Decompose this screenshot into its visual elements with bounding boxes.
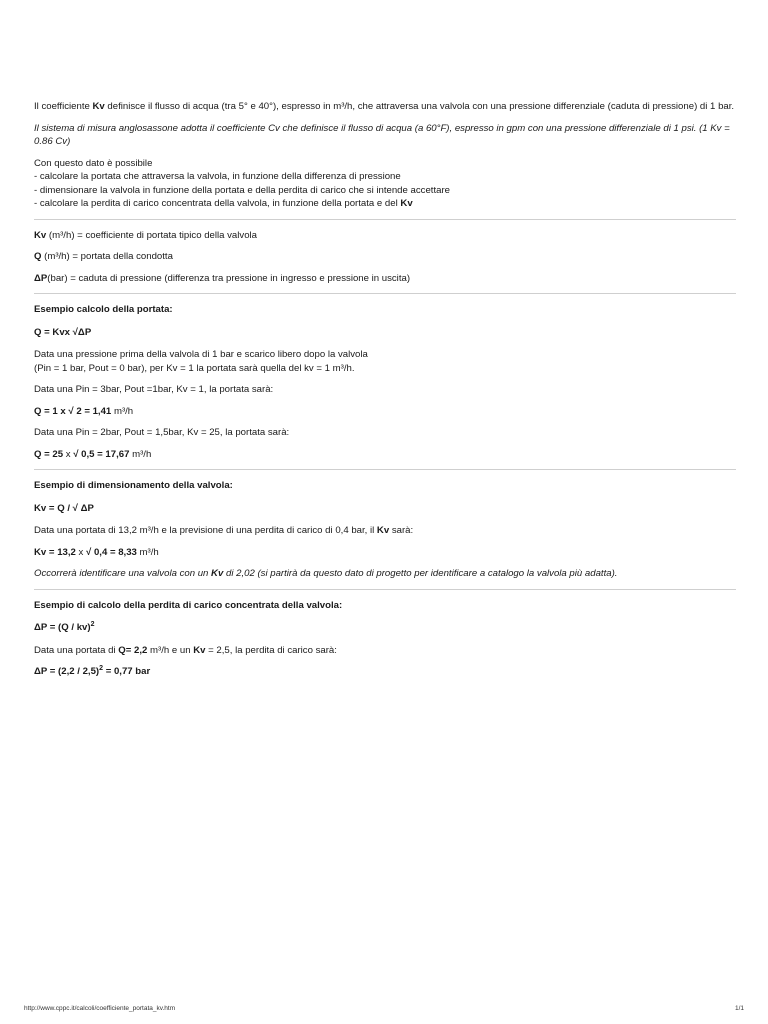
definition-kv: Kv (m³/h) = coefficiente di portata tipico della valvola (34, 229, 257, 241)
flow-example-2: Data una Pin = 2bar, Pout = 1,5bar, Kv = 25, la portata sarà: (34, 427, 290, 438)
flow-explanation-1: Data una pressione prima della valvola di 1 bar e scarico libero dopo la valvola (34, 349, 368, 360)
divider (34, 589, 736, 590)
sizing-example: Data una portata di 13,2 m³/h e la previsione di una perdita di carico di 0,4 bar, il Kv sarà: (34, 525, 414, 536)
document-body (34, 100, 736, 688)
bullet-item: - calcolare la perdita di carico concentrata della valvola, in funzione della portata e del Kv (34, 198, 413, 209)
divider (34, 219, 736, 220)
footer-url: http://www.cppc.it/calcoli/coefficiente_portata_kv.htm (24, 1005, 176, 1012)
formula-pressure-drop: ΔP = (Q / kv)$^2$ (34, 620, 95, 633)
sizing-result: Kv = 13,2 x √ 0,4 = 8,33 m³/h (34, 546, 159, 558)
flow-result-1: Q = 1 x √ 2 = 1,41 m³/h (34, 405, 134, 417)
divider (34, 293, 736, 294)
sizing-note: Occorrerà identificare una valvola con un Kv di 2,02 (si partirà da questo dato di progetto per identificare a catalogo la valvola più adatta). (34, 568, 618, 579)
flow-explanation-2: (Pin = 1 bar, Pout = 0 bar), per Kv = 1 la portata sarà quella del kv = 1 m³/h. (34, 362, 355, 374)
flow-example-1: Data una Pin = 3bar, Pout =1bar, Kv = 1, la portata sarà: (34, 384, 274, 395)
section-title-sizing: Esempio di dimensionamento della valvola: (34, 480, 233, 491)
section-title-flow: Esempio calcolo della portata: (34, 304, 173, 315)
formula-flow: Q = Kvx √ΔP (34, 326, 92, 338)
definition-dp: ΔP(bar) = caduta di pressione (differenza tra pressione in ingresso e pressione in uscita) (34, 272, 411, 284)
flow-result-2: Q = 25 x √ 0,5 = 17,67 m³/h (34, 448, 152, 460)
intro-paragraph: Il coefficiente Kv definisce il flusso di acqua (tra 5° e 40°), espresso in m³/h, che attraversa una valvola con una pressione differenziale (caduta di pressione) di 1 bar. (34, 101, 735, 112)
footer-page-number: 1/1 (734, 1005, 744, 1012)
kv-term: Kv (92, 101, 105, 112)
cv-paragraph: Il sistema di misura anglosassone adotta il coefficiente Cv che definisce il flusso di acqua (a 60°F), espresso in gpm con una pressione differenziale di 1 psi. (1 Kv = 0.86 Cv) (34, 122, 730, 147)
print-footer (24, 1002, 744, 1016)
section-title-pressure-drop: Esempio di calcolo della perdita di carico concentrata della valvola: (34, 599, 343, 611)
definition-q: Q (m³/h) = portata della condotta (34, 251, 173, 262)
possibilities-title: Con questo dato è possibile (34, 157, 153, 169)
pressure-drop-result: ΔP = (2,2 / 2,5)$^2$ = 0,77 bar (34, 664, 151, 677)
divider (34, 469, 736, 470)
pressure-drop-example: Data una portata di Q= 2,2 m³/h e un Kv = 2,5, la perdita di carico sarà: (34, 644, 337, 656)
bullet-item: - dimensionare la valvola in funzione della portata e della perdita di carico che si intende accettare (34, 184, 450, 196)
bullet-item: - calcolare la portata che attraversa la valvola, in funzione della differenza di pressione (34, 171, 401, 182)
formula-sizing: Kv = Q / √ ΔP (34, 502, 94, 514)
